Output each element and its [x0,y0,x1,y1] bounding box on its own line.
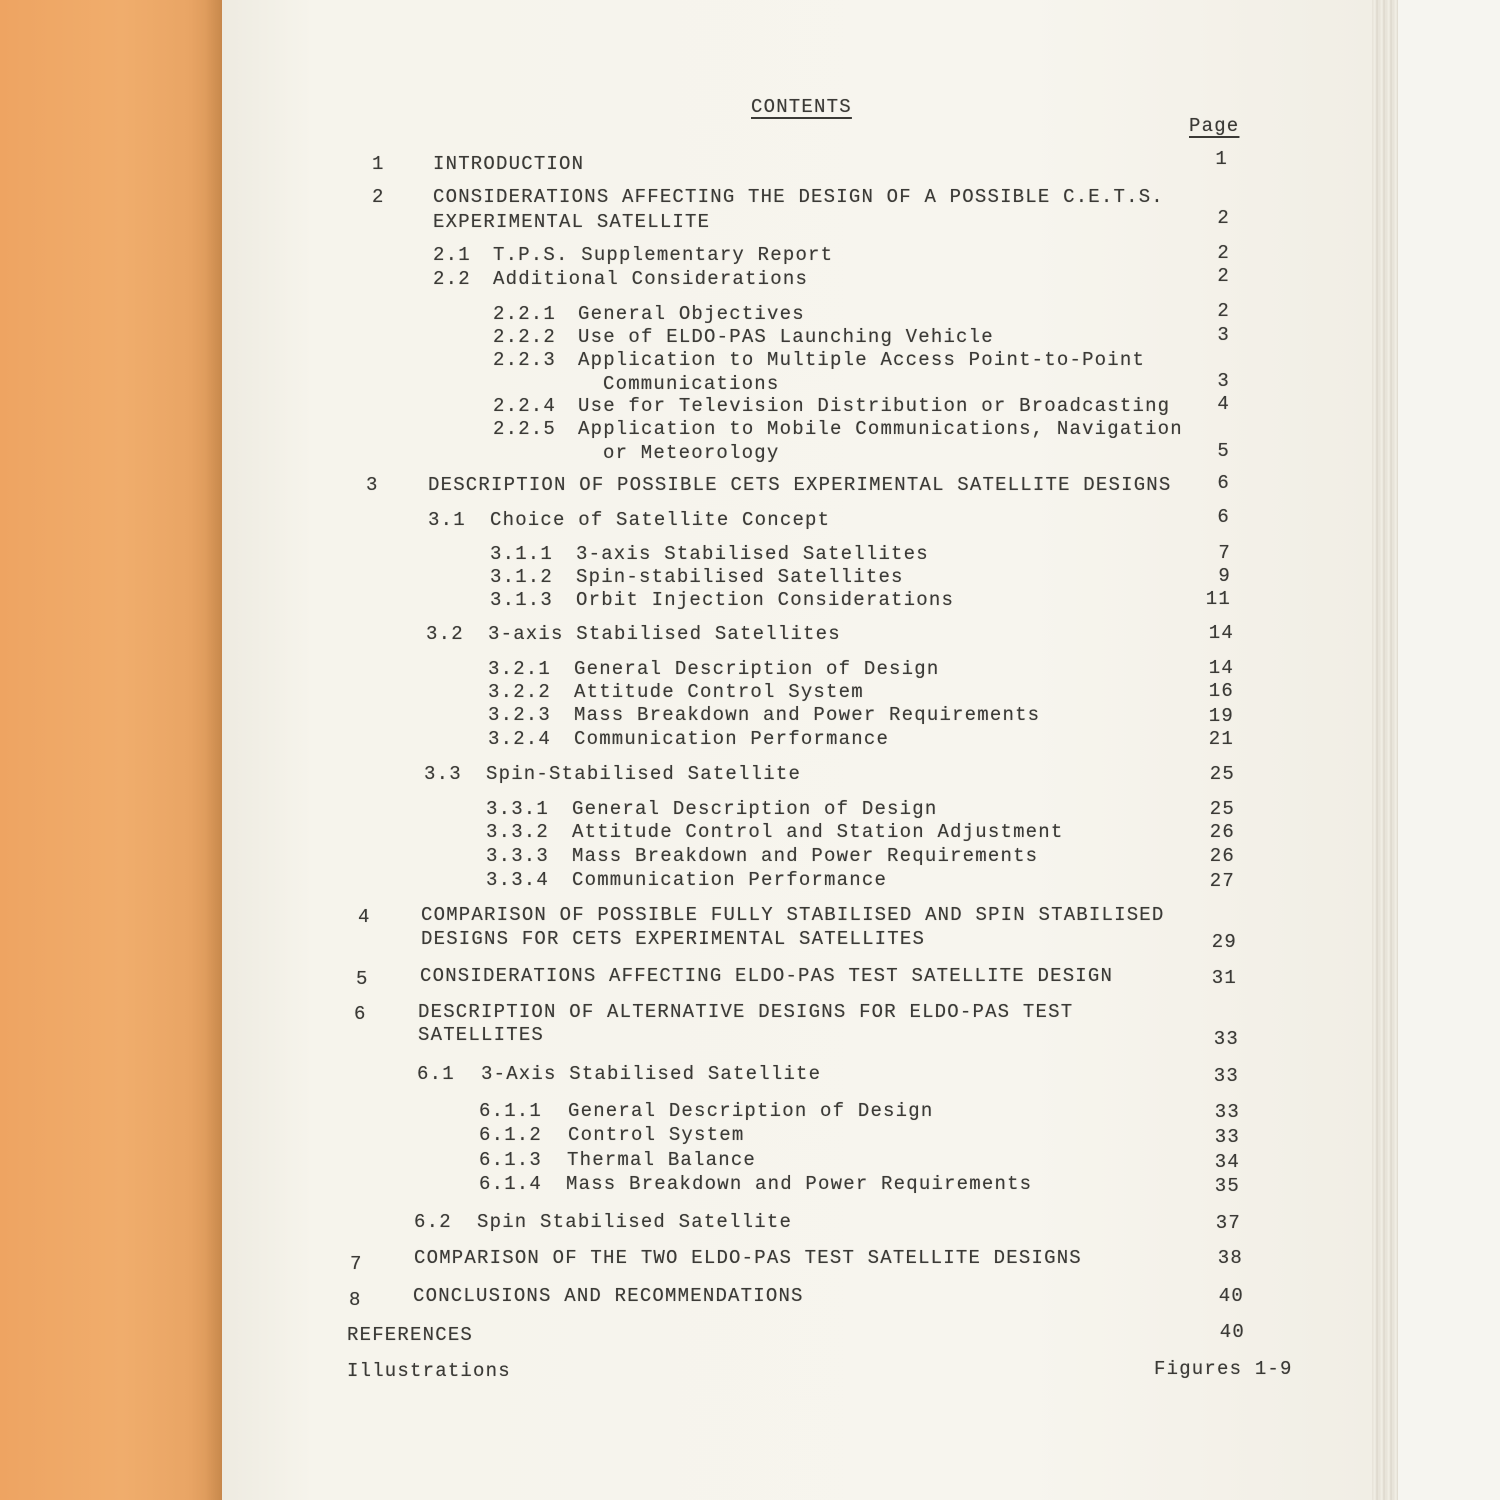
entry-page: 14 [1208,657,1234,679]
entry-title: General Description of Design [572,798,938,820]
entry-number: 6 [354,1003,367,1025]
entry-number: 2.2.2 [493,326,557,348]
entry-title: Choice of Satellite Concept [490,509,831,531]
entry-page: 2 [1217,265,1230,287]
entry-number: 3.3.4 [486,869,550,891]
entry-title-continued: EXPERIMENTAL SATELLITE [433,211,711,233]
entry-page: 35 [1214,1175,1240,1197]
entry-page: 26 [1209,821,1235,843]
entry-title: Spin Stabilised Satellite [477,1211,793,1233]
entry-page: 38 [1217,1247,1243,1269]
entry-title: Application to Multiple Access Point-to-Point [578,349,1146,371]
entry-title: Spin-stabilised Satellites [576,566,904,588]
entry-title: Attitude Control and Station Adjustment [572,821,1064,843]
entry-number: 3.3 [424,763,462,785]
entry-page: 25 [1209,763,1235,785]
entry-title: Communication Performance [574,728,890,750]
entry-title: INTRODUCTION [433,153,585,175]
entry-number: 8 [349,1289,362,1311]
entry-number: 3.2 [426,623,464,645]
entry-title: COMPARISON OF POSSIBLE FULLY STABILISED AND SPIN STABILISED [421,904,1165,926]
entry-page: 34 [1214,1151,1240,1173]
entry-title: CONSIDERATIONS AFFECTING THE DESIGN OF A POSSIBLE C.E.T.S. [433,186,1164,208]
entry-number: 3.2.3 [488,704,552,726]
entry-page: 16 [1208,680,1234,702]
references-label: REFERENCES [347,1324,474,1346]
entry-page: 19 [1208,705,1234,727]
entry-page: 2 [1217,207,1230,229]
entry-title: Attitude Control System [574,681,864,703]
entry-title: DESCRIPTION OF POSSIBLE CETS EXPERIMENTAL SATELLITE DESIGNS [428,474,1172,496]
entry-number: 6.1.1 [479,1100,543,1122]
entry-number: 2.1 [433,244,471,266]
entry-page: 37 [1215,1212,1241,1234]
entry-title: 3-Axis Stabilised Satellite [481,1063,822,1085]
entry-number: 3.2.1 [488,658,552,680]
entry-page: 9 [1218,565,1231,587]
entry-title-continued: DESIGNS FOR CETS EXPERIMENTAL SATELLITES [421,928,926,950]
entry-number: 6.1.3 [479,1149,543,1171]
contents-heading: CONTENTS [751,96,852,118]
entry-title-continued: SATELLITES [418,1024,545,1046]
entry-number: 3.2.4 [488,728,552,750]
entry-number: 3.1.1 [490,543,554,565]
entry-page: 2 [1217,242,1230,264]
page-column-label: Page [1189,115,1240,137]
entry-number: 1 [372,153,385,175]
entry-title: Communication Performance [572,869,888,891]
entry-title: Use of ELDO-PAS Launching Vehicle [578,326,994,348]
entry-number: 2.2.5 [493,418,557,440]
entry-title: Mass Breakdown and Power Requirements [566,1173,1033,1195]
entry-page: 21 [1208,728,1234,750]
entry-title: COMPARISON OF THE TWO ELDO-PAS TEST SATELLITE DESIGNS [414,1247,1082,1269]
entry-number: 3.1.2 [490,566,554,588]
entry-number: 3.3.2 [486,821,550,843]
entry-number: 6.1.2 [479,1124,543,1146]
entry-title: 3-axis Stabilised Satellites [576,543,929,565]
entry-page: 5 [1217,440,1230,462]
entry-page: 27 [1209,870,1235,892]
entry-title: Thermal Balance [567,1149,757,1171]
entry-page: 14 [1208,622,1234,644]
page-edges [1372,0,1398,1500]
entry-page: 11 [1205,588,1231,610]
entry-page: 6 [1217,506,1230,528]
entry-number: 3.1 [428,509,466,531]
entry-page: 6 [1217,472,1230,494]
entry-title: Mass Breakdown and Power Requirements [572,845,1039,867]
entry-number: 6.2 [414,1211,452,1233]
entry-page: 33 [1214,1126,1240,1148]
entry-title: DESCRIPTION OF ALTERNATIVE DESIGNS FOR ELDO-PAS TEST [418,1001,1074,1023]
entry-title: General Description of Design [574,658,940,680]
entry-page: 3 [1217,324,1230,346]
entry-page: 26 [1209,845,1235,867]
entry-number: 3.1.3 [490,589,554,611]
entry-title: General Description of Design [568,1100,934,1122]
entry-title: Additional Considerations [493,268,809,290]
entry-title: CONSIDERATIONS AFFECTING ELDO-PAS TEST SATELLITE DESIGN [420,965,1114,987]
entry-number: 7 [350,1253,363,1275]
illustrations-label: Illustrations [347,1360,511,1382]
entry-number: 2.2.3 [493,349,557,371]
entry-title: T.P.S. Supplementary Report [493,244,834,266]
entry-title: General Objectives [578,303,805,325]
entry-page: 29 [1211,931,1237,953]
entry-title-continued: or Meteorology [603,442,780,464]
entry-title: CONCLUSIONS AND RECOMMENDATIONS [413,1285,804,1307]
entry-number: 6.1.4 [479,1173,543,1195]
references-page: 40 [1219,1321,1245,1343]
entry-title: Use for Television Distribution or Broadcasting [578,395,1171,417]
entry-page: 3 [1217,370,1230,392]
entry-page: 33 [1214,1101,1240,1123]
entry-number: 5 [356,968,369,990]
entry-number: 2.2.4 [493,395,557,417]
entry-number: 3.3.1 [486,798,550,820]
entry-page: 40 [1218,1285,1244,1307]
entry-page: 33 [1213,1065,1239,1087]
entry-page: 31 [1211,967,1237,989]
entry-page: 33 [1213,1028,1239,1050]
entry-number: 3.2.2 [488,681,552,703]
entry-page: 4 [1217,393,1230,415]
entry-title: Mass Breakdown and Power Requirements [574,704,1041,726]
orange-cover [0,0,222,1500]
entry-title: Orbit Injection Considerations [576,589,955,611]
entry-title: Application to Mobile Communications, Navigation [578,418,1183,440]
entry-page: 25 [1209,798,1235,820]
entry-title: Spin-Stabilised Satellite [486,763,802,785]
entry-number: 3.3.3 [486,845,550,867]
illustrations-page: Figures 1-9 [1154,1358,1293,1380]
entry-number: 2 [372,186,385,208]
entry-title: Control System [568,1124,745,1146]
entry-title-continued: Communications [603,373,780,395]
entry-title: 3-axis Stabilised Satellites [488,623,841,645]
entry-number: 2.2.1 [493,303,557,325]
entry-number: 6.1 [417,1063,455,1085]
entry-number: 4 [358,906,371,928]
entry-page: 1 [1215,148,1228,170]
entry-number: 3 [366,474,379,496]
entry-number: 2.2 [433,268,471,290]
table-surface [1398,0,1500,1500]
entry-page: 2 [1217,300,1230,322]
entry-page: 7 [1218,542,1231,564]
